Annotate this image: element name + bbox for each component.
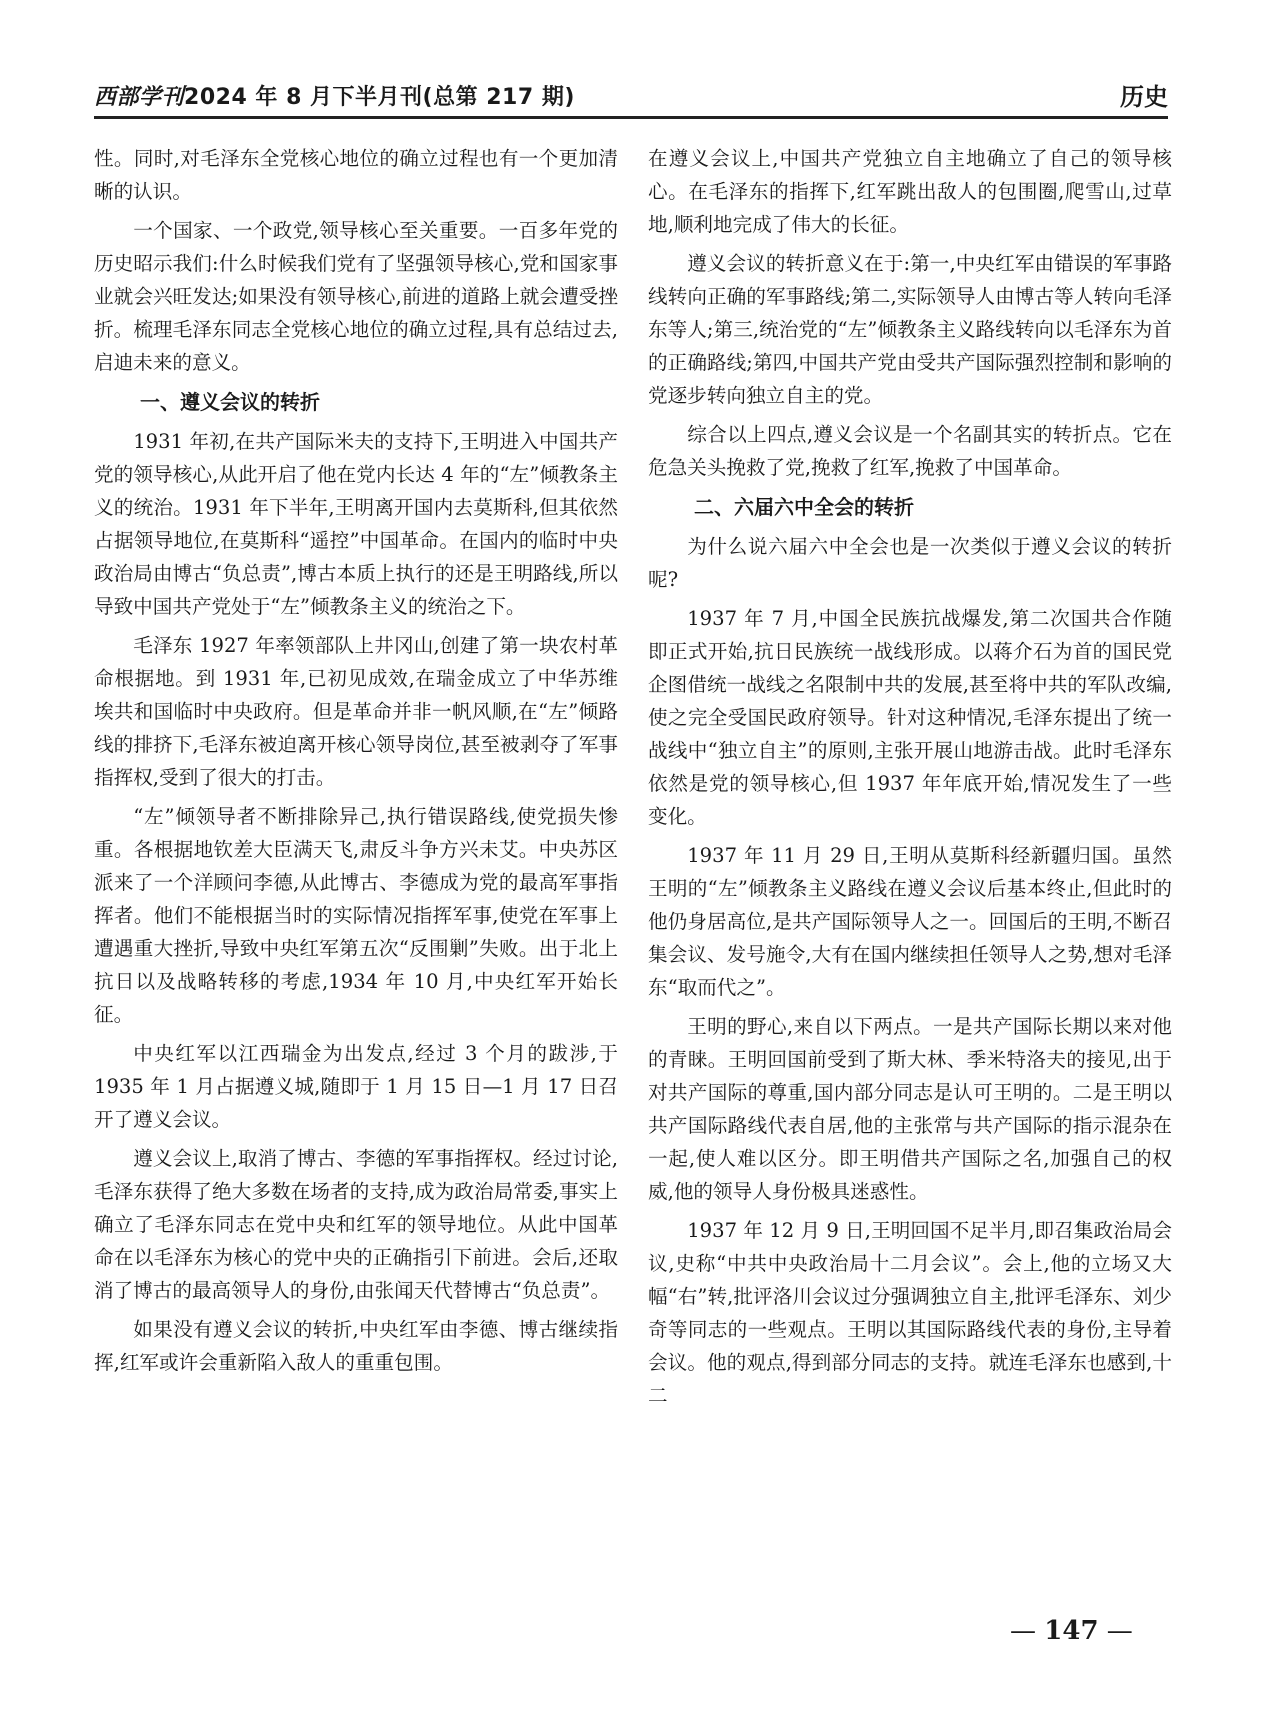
header-rule: [94, 116, 1168, 119]
section-label: 历史: [1120, 83, 1168, 111]
paragraph: 1937 年 11 月 29 日,王明从莫斯科经新疆归国。虽然王明的“左”倾教条主义路线在遵义会议后基本终止,但此时的他仍身居高位,是共产国际领导人之一。回国后的王明,不断召集会议、发号施令,大有在国内继续担任领导人之势,想对毛泽东“取而代之”。: [648, 844, 1172, 999]
page-footer: [1010, 1613, 1170, 1653]
paragraph: 中央红军以江西瑞金为出发点,经过 3 个月的跋涉,于 1935 年 1 月占据遵义城,随即于 1 月 15 日—1 月 17 日召开了遵义会议。: [94, 1042, 618, 1131]
left-column: [94, 142, 618, 1385]
paragraph: 1931 年初,在共产国际米夫的支持下,王明进入中国共产党的领导核心,从此开启了他在党内长达 4 年的“左”倾教条主义的统治。1931 年下半年,王明离开国内去莫斯科,但其依然占据领导地位,在莫斯科“遥控”中国革命。在国内的临时中央政治局由博古“负总责”,博古本质上执行的还是王明路线,所以导致中国共产党处于“左”倾教条主义的统治之下。: [94, 430, 618, 618]
paragraph: 毛泽东 1927 年率领部队上井冈山,创建了第一块农村革命根据地。到 1931 年,已初见成效,在瑞金成立了中华苏维埃共和国临时中央政府。但是革命并非一帆风顺,在“左”倾路线的排挤下,毛泽东被迫离开核心领导岗位,甚至被剥夺了军事指挥权,受到了很大的打击。: [94, 634, 618, 789]
paragraph: 遵义会议的转折意义在于:第一,中央红军由错误的军事路线转向正确的军事路线;第二,实际领导人由博古等人转向毛泽东等人;第三,统治党的“左”倾教条主义路线转向以毛泽东为首的正确路线;第四,中国共产党由受共产国际强烈控制和影响的党逐步转向独立自主的党。: [648, 252, 1172, 407]
right-column: [648, 142, 1172, 1418]
footer-dash-right: —: [1098, 1616, 1133, 1646]
paragraph: 遵义会议上,取消了博古、李德的军事指挥权。经过讨论,毛泽东获得了绝大多数在场者的支持,成为政治局常委,事实上确立了毛泽东同志在党中央和红军的领导地位。从此中国革命在以毛泽东为核心的党中央的正确指引下前进。会后,还取消了博古的最高领导人的身份,由张闻天代替博古“负总责”。: [94, 1147, 618, 1302]
paragraph: “左”倾领导者不断排除异己,执行错误路线,使党损失惨重。各根据地钦差大臣满天飞,肃反斗争方兴未艾。中央苏区派来了一个洋顾问李德,从此博古、李德成为党的最高军事指挥者。他们不能根据当时的实际情况指挥军事,使党在军事上遭遇重大挫折,导致中央红军第五次“反围剿”失败。出于北上抗日以及战略转移的考虑,1934 年 10 月,中央红军开始长征。: [94, 805, 618, 1026]
section-heading-1: 一、遵义会议的转折: [140, 390, 320, 414]
paragraph: 性。同时,对毛泽东全党核心地位的确立过程也有一个更加清晰的认识。: [94, 147, 618, 203]
footer-dash-left: —: [1010, 1616, 1045, 1646]
journal-title: [94, 82, 575, 113]
paragraph: 在遵义会议上,中国共产党独立自主地确立了自己的领导核心。在毛泽东的指挥下,红军跳出敌人的包围圈,爬雪山,过草地,顺利地完成了伟大的长征。: [648, 147, 1172, 236]
journal-issue: 2024 年 8 月下半月刊(总第 217 期): [184, 85, 575, 110]
paragraph: 如果没有遵义会议的转折,中央红军由李德、博古继续指挥,红军或许会重新陷入敌人的重重包围。: [94, 1318, 618, 1374]
page-number: 147: [1044, 1616, 1099, 1646]
paragraph: 为什么说六届六中全会也是一次类似于遵义会议的转折呢?: [648, 535, 1172, 591]
paragraph: 王明的野心,来自以下两点。一是共产国际长期以来对他的青睐。王明回国前受到了斯大林、季米特洛夫的接见,出于对共产国际的尊重,国内部分同志是认可王明的。二是王明以共产国际路线代表自居,他的主张常与共产国际的指示混杂在一起,使人难以区分。即王明借共产国际之名,加强自己的权威,他的领导人身份极具迷惑性。: [648, 1015, 1172, 1203]
paragraph: 综合以上四点,遵义会议是一个名副其实的转折点。它在危急关头挽救了党,挽救了红军,挽救了中国革命。: [648, 423, 1172, 479]
section-heading-2: 二、六届六中全会的转折: [694, 495, 914, 519]
paragraph: 一个国家、一个政党,领导核心至关重要。一百多年党的历史昭示我们:什么时候我们党有了坚强领导核心,党和国家事业就会兴旺发达;如果没有领导核心,前进的道路上就会遭受挫折。梳理毛泽东同志全党核心地位的确立过程,具有总结过去,启迪未来的意义。: [94, 219, 618, 374]
running-header: [94, 82, 1168, 122]
journal-logo: 西部学刊: [94, 84, 185, 110]
paragraph: 1937 年 7 月,中国全民族抗战爆发,第二次国共合作随即正式开始,抗日民族统一战线形成。以蒋介石为首的国民党企图借统一战线之名限制中共的发展,甚至将中共的军队改编,使之完全受国民政府领导。针对这种情况,毛泽东提出了统一战线中“独立自主”的原则,主张开展山地游击战。此时毛泽东依然是党的领导核心,但 1937 年年底开始,情况发生了一些变化。: [648, 607, 1172, 828]
paragraph: 1937 年 12 月 9 日,王明回国不足半月,即召集政治局会议,史称“中共中央政治局十二月会议”。会上,他的立场又大幅“右”转,批评洛川会议过分强调独立自主,批评毛泽东、刘少奇等同志的一些观点。王明以其国际路线代表的身份,主导着会议。他的观点,得到部分同志的支持。就连毛泽东也感到,十二: [648, 1219, 1172, 1407]
